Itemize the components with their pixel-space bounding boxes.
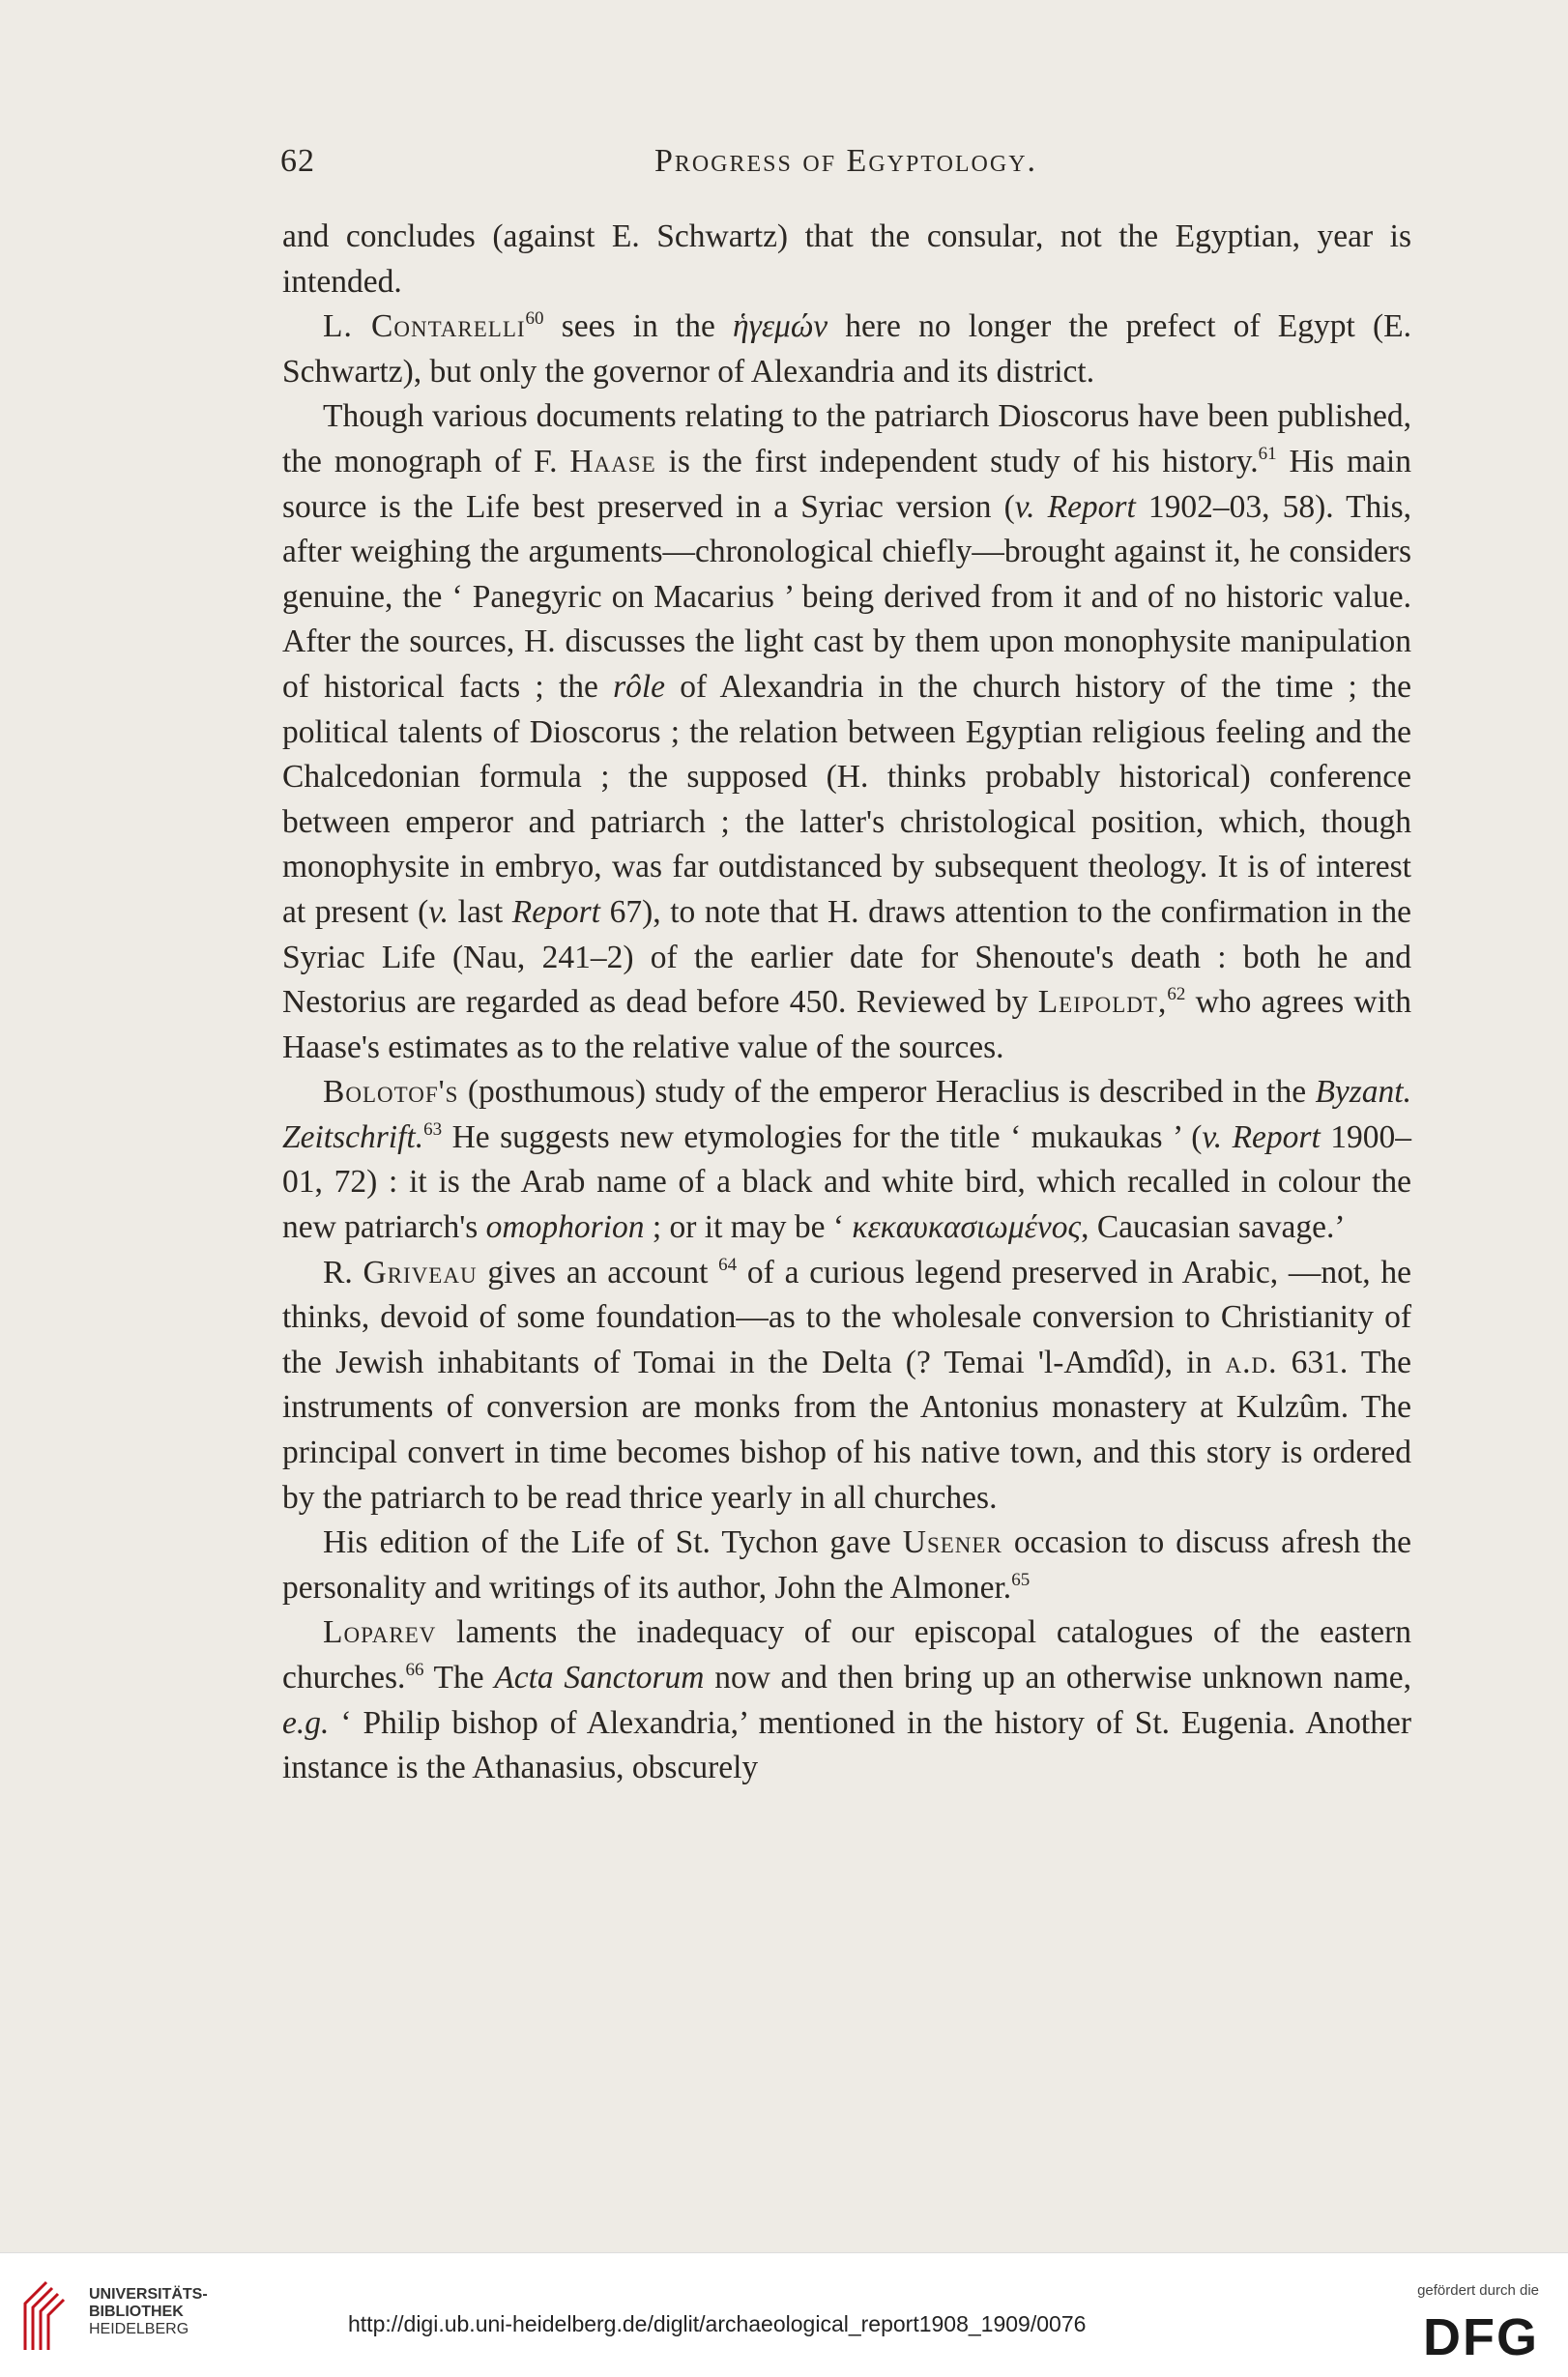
text-run: R. bbox=[323, 1254, 363, 1290]
text-run: Though various documents relating to the patriarch Dioscorus have been published, the monograph of F. bbox=[282, 398, 1411, 479]
dfg-logo: DFG bbox=[1423, 2308, 1539, 2366]
italic-ref: v. Report bbox=[1014, 488, 1136, 525]
italic-title: Acta Sanctorum bbox=[494, 1660, 705, 1696]
author-name: Usener bbox=[902, 1524, 1002, 1561]
funded-by-label: gefördert durch die bbox=[1417, 2282, 1539, 2299]
paragraph bbox=[282, 1610, 1411, 1790]
body-text bbox=[282, 215, 1411, 1791]
text-run: here no longer the prefect of Egypt (E. Schwartz), but only the governor of Alexandria and its district. bbox=[282, 308, 1411, 390]
greek-term: κεκαυκασιωμένος bbox=[852, 1209, 1082, 1246]
footnote-ref: 61 bbox=[1258, 443, 1277, 464]
text-run: 1902–03, 58). This, after weighing the arguments—chronological chiefly—brought against it, he considers genuine, the ‘ Panegyric on Macarius ’ being derived from it and of no historic value. After the sources, H. discusses the light cast by them upon monophysite manipulation of historical facts ; the bbox=[282, 488, 1412, 705]
footnote-ref: 62 bbox=[1167, 984, 1186, 1005]
text-run: (posthumous) study of the emperor Heraclius is described in the bbox=[458, 1074, 1316, 1111]
footnote-ref: 63 bbox=[423, 1118, 443, 1140]
running-head: Progress of Egyptology. bbox=[653, 143, 1038, 179]
text-run: His edition of the Life of St. Tychon gave bbox=[323, 1524, 903, 1561]
footer-bar bbox=[0, 2252, 1568, 2377]
author-name: Haase bbox=[569, 443, 656, 479]
author-name: Griveau bbox=[363, 1254, 478, 1290]
author-name: Loparev bbox=[323, 1614, 437, 1651]
footnote-ref: 60 bbox=[525, 308, 544, 330]
text-run: occasion to discuss afresh the personality and writings of its author, John the Almoner. bbox=[282, 1524, 1411, 1606]
paragraph bbox=[282, 394, 1411, 1070]
text-run: sees in the bbox=[543, 308, 734, 345]
footnote-ref: 66 bbox=[405, 1660, 424, 1680]
italic-ref: v. bbox=[428, 893, 450, 930]
text-run: who agrees with Haase's estimates as to the relative value of the sources. bbox=[282, 984, 1411, 1065]
text-run: of a curious legend preserved in Arabic, —not, he thinks, devoid of some foundation—as to the wholesale conversion to Christianity of the Jewish inhabitants of Tomai in the Delta (? Temai 'l-Amdîd), in bbox=[282, 1254, 1411, 1380]
text-run: His main source is the Life best preserved in a Syriac version ( bbox=[282, 443, 1411, 525]
italic-term: omophorion bbox=[485, 1209, 645, 1246]
paragraph bbox=[282, 215, 1411, 304]
text-run: is the first independent study of his history. bbox=[655, 443, 1259, 479]
paragraph bbox=[282, 1251, 1411, 1522]
page-number: 62 bbox=[280, 143, 315, 179]
italic-ref: v. Report bbox=[1202, 1118, 1321, 1155]
text-run: last bbox=[449, 893, 512, 930]
italic-ref: Report bbox=[511, 893, 600, 930]
text-run: The bbox=[423, 1660, 495, 1696]
author-name: Leipoldt, bbox=[1037, 984, 1168, 1021]
greek-term: ἡγεμών bbox=[733, 308, 828, 345]
library-logo-icon bbox=[19, 2275, 73, 2356]
text-run: 67), to note that H. draws attention to the confirmation in the Syriac Life (Nau, 241–2) of the earlier date for Shenoute's death : both he and Nestorius are regarded as dead before 450. Reviewed by bbox=[282, 893, 1411, 1021]
journal-title: Byzant. Zeitschrift. bbox=[282, 1074, 1411, 1155]
library-name bbox=[89, 2286, 208, 2338]
text-run: 1900–01, 72) : it is the Arab name of a black and white bird, which recalled in colour the new patriarch's bbox=[282, 1118, 1411, 1246]
footnote-ref: 65 bbox=[1011, 1569, 1031, 1590]
text-run: gives an account bbox=[477, 1254, 719, 1290]
text-run: He suggests new etymologies for the title ‘ mukaukas ’ ( bbox=[442, 1118, 1203, 1155]
author-name: Bolotof's bbox=[323, 1074, 459, 1111]
page-header bbox=[280, 143, 1411, 191]
library-line: UNIVERSITÄTS- bbox=[89, 2286, 208, 2303]
italic-abbrev: e.g. bbox=[282, 1704, 330, 1741]
library-line: BIBLIOTHEK bbox=[89, 2304, 184, 2320]
text-run: ; or it may be ‘ bbox=[644, 1209, 853, 1246]
text-run: 631. The instruments of conversion are monks from the Antonius monastery at Kulzûm. The principal convert in time becomes bishop of his native town, and this story is ordered by the patriarch to be read thrice yearly in all churches. bbox=[282, 1344, 1411, 1516]
paragraph bbox=[282, 1521, 1411, 1610]
text-run: now and then bring up an otherwise unknown name, bbox=[704, 1660, 1412, 1696]
author-name: L. Contarelli bbox=[323, 308, 526, 345]
footnote-ref: 64 bbox=[718, 1254, 738, 1275]
permalink-url[interactable]: http://digi.ub.uni-heidelberg.de/diglit/archaeological_report1908_1909/0076 bbox=[348, 2311, 1087, 2336]
text-run: ‘ Philip bishop of Alexandria,’ mentioned in the history of St. Eugenia. Another instance is the Athanasius, obscurely bbox=[282, 1704, 1411, 1786]
text-run: laments the inadequacy of our episcopal catalogues of the eastern churches. bbox=[282, 1614, 1411, 1696]
paragraph bbox=[282, 304, 1411, 394]
library-line: HEIDELBERG bbox=[89, 2321, 189, 2337]
text-run: , Caucasian savage.’ bbox=[1081, 1209, 1346, 1246]
text-run: of Alexandria in the church history of the time ; the political talents of Dioscorus ; the relation between Egyptian religious feeling and the Chalcedonian formula ; the supposed (H. thinks probably historical) conference between emperor and patriarch ; the latter's christological position, which, though monophysite in embryo, was far outdistanced by subsequent theology. It is of interest at present ( bbox=[282, 668, 1411, 930]
text-run: and concludes (against E. Schwartz) that the consular, not the Egyptian, year is intended. bbox=[282, 218, 1411, 300]
paragraph bbox=[282, 1070, 1411, 1250]
era-abbrev: a.d. bbox=[1225, 1344, 1278, 1380]
italic-term: rôle bbox=[613, 668, 666, 705]
